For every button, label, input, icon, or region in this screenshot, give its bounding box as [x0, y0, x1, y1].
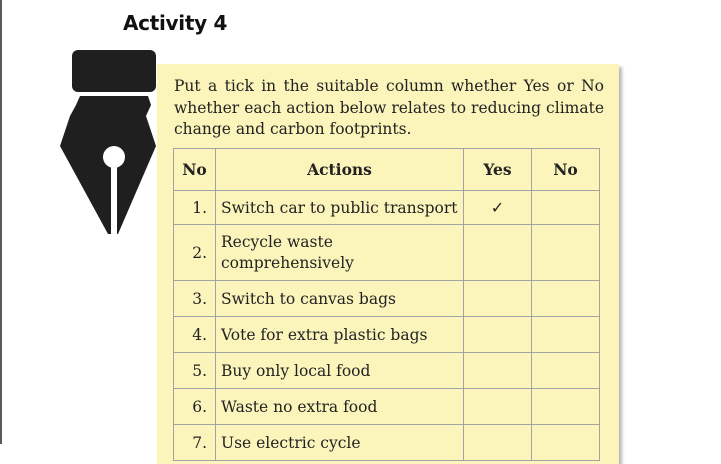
page-edge-border: [0, 0, 2, 444]
no-cell[interactable]: [532, 425, 600, 461]
no-cell[interactable]: [532, 281, 600, 317]
activity-heading: Activity 4: [123, 11, 228, 35]
header-actions: Actions: [216, 149, 464, 191]
yes-cell[interactable]: [464, 425, 532, 461]
header-no-column: No: [532, 149, 600, 191]
table-row: [174, 317, 600, 353]
instructions-text: Put a tick in the suitable column whether Yes or No whether each action below relates to reducing climate change and carbon footprints.: [174, 77, 604, 138]
action-text: Use electric cycle: [216, 425, 464, 461]
row-number: 5.: [174, 353, 216, 389]
row-number: 3.: [174, 281, 216, 317]
yes-cell[interactable]: ✓: [464, 191, 532, 225]
yes-cell[interactable]: [464, 281, 532, 317]
yes-cell[interactable]: [464, 317, 532, 353]
no-cell[interactable]: [532, 225, 600, 281]
no-cell[interactable]: [532, 389, 600, 425]
action-text: Recycle waste comprehensively: [216, 225, 464, 281]
action-text: Switch to canvas bags: [216, 281, 464, 317]
yes-cell[interactable]: [464, 225, 532, 281]
table-row: [174, 353, 600, 389]
table-row: [174, 191, 600, 225]
row-number: 2.: [174, 225, 216, 281]
row-number: 7.: [174, 425, 216, 461]
header-no: No: [174, 149, 216, 191]
action-text: Buy only local food: [216, 353, 464, 389]
no-cell[interactable]: [532, 353, 600, 389]
table-row: [174, 389, 600, 425]
no-cell[interactable]: [532, 191, 600, 225]
table-row: [174, 225, 600, 281]
fountain-pen-nib-icon: [58, 50, 158, 240]
row-number: 4.: [174, 317, 216, 353]
table-row: [174, 425, 600, 461]
header-yes: Yes: [464, 149, 532, 191]
activity-table: [173, 148, 600, 461]
yes-cell[interactable]: [464, 389, 532, 425]
row-number: 1.: [174, 191, 216, 225]
table-header-row: [174, 149, 600, 191]
row-number: 6.: [174, 389, 216, 425]
action-text: Waste no extra food: [216, 389, 464, 425]
no-cell[interactable]: [532, 317, 600, 353]
yes-cell[interactable]: [464, 353, 532, 389]
action-text: Switch car to public transport: [216, 191, 464, 225]
table-row: [174, 281, 600, 317]
action-text: Vote for extra plastic bags: [216, 317, 464, 353]
